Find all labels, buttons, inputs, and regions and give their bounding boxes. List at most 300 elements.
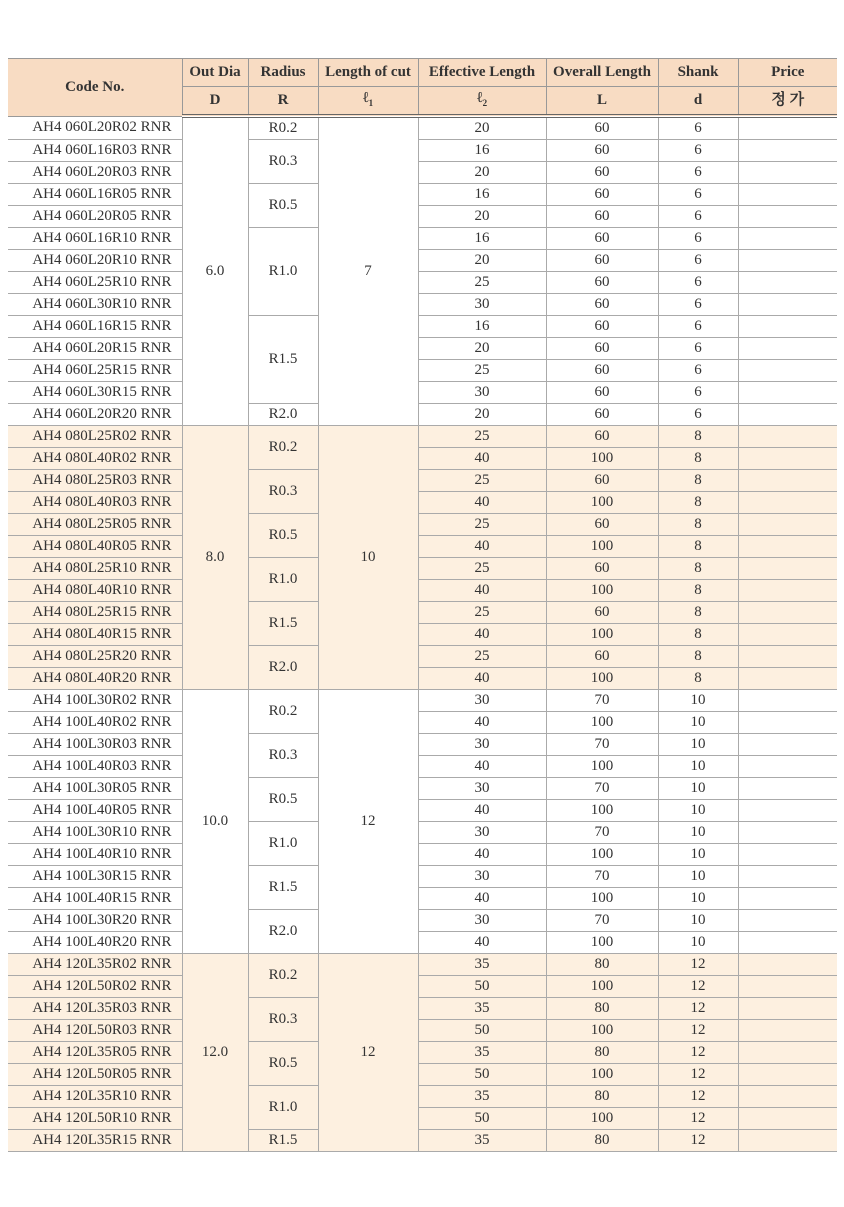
effective-length-cell: 20	[418, 250, 546, 272]
price-cell	[738, 272, 837, 294]
shank-cell: 12	[658, 1020, 738, 1042]
overall-length-cell: 60	[546, 162, 658, 184]
overall-length-cell: 100	[546, 668, 658, 690]
code-cell: AH4 080L40R02 RNR	[8, 448, 182, 470]
code-cell: AH4 120L35R05 RNR	[8, 1042, 182, 1064]
table-row	[8, 492, 837, 514]
price-cell	[738, 536, 837, 558]
header-out-dia: Out Dia	[182, 59, 248, 87]
price-cell	[738, 690, 837, 712]
code-cell: AH4 120L50R02 RNR	[8, 976, 182, 998]
shank-cell: 6	[658, 272, 738, 294]
price-cell	[738, 492, 837, 514]
table-row	[8, 866, 837, 888]
table-row	[8, 536, 837, 558]
code-cell: AH4 060L20R03 RNR	[8, 162, 182, 184]
price-cell	[738, 1042, 837, 1064]
shank-cell: 12	[658, 1108, 738, 1130]
price-cell	[738, 448, 837, 470]
code-cell: AH4 060L20R05 RNR	[8, 206, 182, 228]
price-cell	[738, 294, 837, 316]
overall-length-cell: 60	[546, 360, 658, 382]
shank-cell: 6	[658, 382, 738, 404]
radius-cell: R0.2	[248, 116, 318, 140]
table-row	[8, 756, 837, 778]
shank-cell: 12	[658, 1064, 738, 1086]
code-cell: AH4 080L40R05 RNR	[8, 536, 182, 558]
radius-cell: R1.5	[248, 866, 318, 910]
shank-cell: 10	[658, 866, 738, 888]
price-cell	[738, 888, 837, 910]
shank-cell: 6	[658, 162, 738, 184]
code-cell: AH4 080L40R10 RNR	[8, 580, 182, 602]
code-cell: AH4 080L40R15 RNR	[8, 624, 182, 646]
shank-cell: 8	[658, 624, 738, 646]
shank-cell: 8	[658, 492, 738, 514]
radius-cell: R1.0	[248, 558, 318, 602]
shank-cell: 8	[658, 558, 738, 580]
table-row	[8, 646, 837, 668]
out-dia-cell: 10.0	[182, 690, 248, 954]
table-row	[8, 998, 837, 1020]
code-cell: AH4 100L40R05 RNR	[8, 800, 182, 822]
radius-cell: R0.3	[248, 734, 318, 778]
table-row	[8, 294, 837, 316]
overall-length-cell: 100	[546, 492, 658, 514]
shank-cell: 8	[658, 426, 738, 448]
shank-cell: 6	[658, 184, 738, 206]
overall-length-cell: 60	[546, 316, 658, 338]
shank-cell: 10	[658, 712, 738, 734]
price-cell	[738, 184, 837, 206]
overall-length-cell: 100	[546, 712, 658, 734]
price-cell	[738, 1020, 837, 1042]
code-cell: AH4 060L30R10 RNR	[8, 294, 182, 316]
code-cell: AH4 100L40R03 RNR	[8, 756, 182, 778]
overall-length-cell: 100	[546, 844, 658, 866]
effective-length-cell: 25	[418, 426, 546, 448]
table-row	[8, 1130, 837, 1152]
shank-cell: 12	[658, 1086, 738, 1108]
table-row	[8, 668, 837, 690]
code-cell: AH4 100L30R15 RNR	[8, 866, 182, 888]
overall-length-cell: 100	[546, 536, 658, 558]
price-cell	[738, 844, 837, 866]
shank-cell: 6	[658, 338, 738, 360]
table-row	[8, 404, 837, 426]
shank-cell: 8	[658, 448, 738, 470]
radius-cell: R0.3	[248, 140, 318, 184]
table-row	[8, 734, 837, 756]
out-dia-cell: 8.0	[182, 426, 248, 690]
price-cell	[738, 580, 837, 602]
radius-cell: R0.5	[248, 778, 318, 822]
price-cell	[738, 954, 837, 976]
code-cell: AH4 120L35R02 RNR	[8, 954, 182, 976]
table-row	[8, 470, 837, 492]
shank-cell: 6	[658, 360, 738, 382]
overall-length-cell: 100	[546, 976, 658, 998]
shank-cell: 8	[658, 580, 738, 602]
overall-length-cell: 80	[546, 1130, 658, 1152]
table-row	[8, 712, 837, 734]
table-row	[8, 448, 837, 470]
price-cell	[738, 866, 837, 888]
table-row	[8, 382, 837, 404]
header-price: Price	[738, 59, 837, 87]
effective-length-cell: 16	[418, 140, 546, 162]
price-cell	[738, 778, 837, 800]
effective-length-cell: 40	[418, 580, 546, 602]
price-cell	[738, 360, 837, 382]
code-cell: AH4 060L20R10 RNR	[8, 250, 182, 272]
shank-cell: 12	[658, 976, 738, 998]
shank-cell: 6	[658, 404, 738, 426]
header-overall-length: Overall Length	[546, 59, 658, 87]
shank-cell: 6	[658, 116, 738, 140]
effective-length-cell: 20	[418, 338, 546, 360]
table-row	[8, 116, 837, 140]
shank-cell: 10	[658, 910, 738, 932]
radius-cell: R1.0	[248, 822, 318, 866]
table-row	[8, 162, 837, 184]
price-cell	[738, 426, 837, 448]
shank-cell: 10	[658, 888, 738, 910]
price-cell	[738, 382, 837, 404]
price-cell	[738, 316, 837, 338]
out-dia-cell: 6.0	[182, 116, 248, 426]
effective-length-cell: 35	[418, 1042, 546, 1064]
shank-cell: 8	[658, 646, 738, 668]
code-cell: AH4 080L40R03 RNR	[8, 492, 182, 514]
overall-length-cell: 60	[546, 206, 658, 228]
effective-length-cell: 40	[418, 448, 546, 470]
shank-cell: 10	[658, 734, 738, 756]
code-cell: AH4 120L50R05 RNR	[8, 1064, 182, 1086]
table-row	[8, 976, 837, 998]
code-cell: AH4 100L30R20 RNR	[8, 910, 182, 932]
overall-length-cell: 60	[546, 470, 658, 492]
header-effective-length: Effective Length	[418, 59, 546, 87]
effective-length-cell: 16	[418, 316, 546, 338]
price-cell	[738, 1130, 837, 1152]
code-cell: AH4 100L30R03 RNR	[8, 734, 182, 756]
table-row	[8, 272, 837, 294]
effective-length-cell: 40	[418, 932, 546, 954]
header-length-of-cut: Length of cut	[318, 59, 418, 87]
price-cell	[738, 1064, 837, 1086]
shank-cell: 8	[658, 668, 738, 690]
overall-length-cell: 80	[546, 954, 658, 976]
effective-length-cell: 30	[418, 382, 546, 404]
effective-length-cell: 40	[418, 536, 546, 558]
code-cell: AH4 120L35R03 RNR	[8, 998, 182, 1020]
out-dia-cell: 12.0	[182, 954, 248, 1152]
price-cell	[738, 206, 837, 228]
code-cell: AH4 100L40R20 RNR	[8, 932, 182, 954]
code-cell: AH4 120L35R15 RNR	[8, 1130, 182, 1152]
overall-length-cell: 80	[546, 1086, 658, 1108]
header-code: Code No.	[8, 59, 182, 117]
radius-cell: R1.5	[248, 602, 318, 646]
overall-length-cell: 100	[546, 1108, 658, 1130]
effective-length-cell: 25	[418, 514, 546, 536]
shank-cell: 12	[658, 1130, 738, 1152]
code-cell: AH4 060L20R15 RNR	[8, 338, 182, 360]
price-cell	[738, 646, 837, 668]
table-row	[8, 316, 837, 338]
effective-length-cell: 20	[418, 116, 546, 140]
price-cell	[738, 932, 837, 954]
price-cell	[738, 822, 837, 844]
price-cell	[738, 734, 837, 756]
code-cell: AH4 060L20R02 RNR	[8, 116, 182, 140]
table-body	[8, 116, 837, 1152]
price-cell	[738, 470, 837, 492]
length-of-cut-cell: 12	[318, 954, 418, 1152]
effective-length-cell: 30	[418, 822, 546, 844]
overall-length-cell: 80	[546, 1042, 658, 1064]
shank-cell: 8	[658, 602, 738, 624]
code-cell: AH4 080L25R02 RNR	[8, 426, 182, 448]
table-row	[8, 1020, 837, 1042]
table-row	[8, 844, 837, 866]
code-cell: AH4 060L16R10 RNR	[8, 228, 182, 250]
shank-cell: 8	[658, 536, 738, 558]
effective-length-cell: 25	[418, 558, 546, 580]
effective-length-cell: 40	[418, 668, 546, 690]
overall-length-cell: 60	[546, 250, 658, 272]
table-row	[8, 1042, 837, 1064]
radius-cell: R0.2	[248, 426, 318, 470]
overall-length-cell: 70	[546, 690, 658, 712]
table-row	[8, 426, 837, 448]
effective-length-cell: 20	[418, 404, 546, 426]
symbol-l1: ℓ$_1$	[318, 87, 418, 117]
radius-cell: R0.3	[248, 470, 318, 514]
effective-length-cell: 50	[418, 976, 546, 998]
shank-cell: 6	[658, 250, 738, 272]
price-cell	[738, 910, 837, 932]
overall-length-cell: 60	[546, 338, 658, 360]
overall-length-cell: 60	[546, 602, 658, 624]
effective-length-cell: 25	[418, 470, 546, 492]
effective-length-cell: 25	[418, 360, 546, 382]
table-row	[8, 140, 837, 162]
radius-cell: R2.0	[248, 404, 318, 426]
shank-cell: 6	[658, 316, 738, 338]
overall-length-cell: 70	[546, 866, 658, 888]
price-cell	[738, 338, 837, 360]
code-cell: AH4 120L35R10 RNR	[8, 1086, 182, 1108]
code-cell: AH4 100L30R10 RNR	[8, 822, 182, 844]
effective-length-cell: 20	[418, 162, 546, 184]
price-cell	[738, 116, 837, 140]
code-cell: AH4 060L30R15 RNR	[8, 382, 182, 404]
symbol-D: D	[182, 87, 248, 117]
table-row	[8, 954, 837, 976]
effective-length-cell: 50	[418, 1020, 546, 1042]
table-row	[8, 338, 837, 360]
price-cell	[738, 558, 837, 580]
code-cell: AH4 120L50R10 RNR	[8, 1108, 182, 1130]
overall-length-cell: 60	[546, 294, 658, 316]
shank-cell: 10	[658, 932, 738, 954]
code-cell: AH4 080L25R20 RNR	[8, 646, 182, 668]
price-cell	[738, 228, 837, 250]
overall-length-cell: 60	[546, 514, 658, 536]
shank-cell: 10	[658, 822, 738, 844]
code-cell: AH4 080L25R05 RNR	[8, 514, 182, 536]
effective-length-cell: 30	[418, 778, 546, 800]
shank-cell: 10	[658, 756, 738, 778]
symbol-l2: ℓ$_2$	[418, 87, 546, 117]
overall-length-cell: 60	[546, 558, 658, 580]
effective-length-cell: 30	[418, 866, 546, 888]
length-of-cut-cell: 12	[318, 690, 418, 954]
effective-length-cell: 40	[418, 888, 546, 910]
effective-length-cell: 30	[418, 294, 546, 316]
price-cell	[738, 514, 837, 536]
code-cell: AH4 060L25R10 RNR	[8, 272, 182, 294]
radius-cell: R0.5	[248, 514, 318, 558]
overall-length-cell: 60	[546, 646, 658, 668]
price-cell	[738, 976, 837, 998]
price-cell	[738, 140, 837, 162]
effective-length-cell: 50	[418, 1108, 546, 1130]
radius-cell: R1.0	[248, 228, 318, 316]
overall-length-cell: 100	[546, 580, 658, 602]
effective-length-cell: 40	[418, 492, 546, 514]
table-row	[8, 558, 837, 580]
effective-length-cell: 30	[418, 690, 546, 712]
code-cell: AH4 080L25R03 RNR	[8, 470, 182, 492]
overall-length-cell: 100	[546, 1064, 658, 1086]
radius-cell: R0.5	[248, 184, 318, 228]
overall-length-cell: 100	[546, 756, 658, 778]
overall-length-cell: 60	[546, 228, 658, 250]
radius-cell: R1.5	[248, 1130, 318, 1152]
code-cell: AH4 060L25R15 RNR	[8, 360, 182, 382]
radius-cell: R0.2	[248, 690, 318, 734]
shank-cell: 6	[658, 206, 738, 228]
effective-length-cell: 16	[418, 184, 546, 206]
shank-cell: 10	[658, 778, 738, 800]
table-row	[8, 822, 837, 844]
radius-cell: R1.5	[248, 316, 318, 404]
shank-cell: 8	[658, 470, 738, 492]
price-cell	[738, 800, 837, 822]
effective-length-cell: 40	[418, 844, 546, 866]
code-cell: AH4 060L16R03 RNR	[8, 140, 182, 162]
shank-cell: 10	[658, 690, 738, 712]
price-cell	[738, 250, 837, 272]
code-cell: AH4 100L40R15 RNR	[8, 888, 182, 910]
effective-length-cell: 40	[418, 624, 546, 646]
table-row	[8, 514, 837, 536]
table-row	[8, 888, 837, 910]
table-row	[8, 910, 837, 932]
overall-length-cell: 60	[546, 140, 658, 162]
shank-cell: 6	[658, 228, 738, 250]
table-row	[8, 932, 837, 954]
effective-length-cell: 40	[418, 800, 546, 822]
effective-length-cell: 40	[418, 756, 546, 778]
product-spec-table	[8, 58, 837, 1152]
effective-length-cell: 35	[418, 954, 546, 976]
table-row	[8, 1108, 837, 1130]
code-cell: AH4 060L20R20 RNR	[8, 404, 182, 426]
table-row	[8, 602, 837, 624]
table-row	[8, 624, 837, 646]
radius-cell: R2.0	[248, 646, 318, 690]
radius-cell: R2.0	[248, 910, 318, 954]
effective-length-cell: 35	[418, 1086, 546, 1108]
effective-length-cell: 35	[418, 1130, 546, 1152]
effective-length-cell: 50	[418, 1064, 546, 1086]
overall-length-cell: 100	[546, 624, 658, 646]
symbol-L: L	[546, 87, 658, 117]
table-row	[8, 1086, 837, 1108]
overall-length-cell: 70	[546, 910, 658, 932]
overall-length-cell: 100	[546, 888, 658, 910]
header-radius: Radius	[248, 59, 318, 87]
price-cell	[738, 668, 837, 690]
price-cell	[738, 1086, 837, 1108]
table-row	[8, 228, 837, 250]
price-cell	[738, 162, 837, 184]
table-row	[8, 360, 837, 382]
overall-length-cell: 60	[546, 382, 658, 404]
overall-length-cell: 100	[546, 1020, 658, 1042]
effective-length-cell: 25	[418, 602, 546, 624]
overall-length-cell: 60	[546, 272, 658, 294]
length-of-cut-cell: 10	[318, 426, 418, 690]
effective-length-cell: 30	[418, 910, 546, 932]
shank-cell: 6	[658, 140, 738, 162]
overall-length-cell: 70	[546, 734, 658, 756]
length-of-cut-cell: 7	[318, 116, 418, 426]
price-cell	[738, 998, 837, 1020]
header-shank: Shank	[658, 59, 738, 87]
price-cell	[738, 712, 837, 734]
effective-length-cell: 35	[418, 998, 546, 1020]
code-cell: AH4 100L40R10 RNR	[8, 844, 182, 866]
radius-cell: R0.3	[248, 998, 318, 1042]
price-cell	[738, 1108, 837, 1130]
radius-cell: R0.2	[248, 954, 318, 998]
shank-cell: 12	[658, 954, 738, 976]
overall-length-cell: 60	[546, 116, 658, 140]
price-cell	[738, 404, 837, 426]
symbol-d: d	[658, 87, 738, 117]
shank-cell: 8	[658, 514, 738, 536]
table-row	[8, 184, 837, 206]
overall-length-cell: 60	[546, 184, 658, 206]
effective-length-cell: 25	[418, 646, 546, 668]
overall-length-cell: 60	[546, 404, 658, 426]
effective-length-cell: 16	[418, 228, 546, 250]
effective-length-cell: 30	[418, 734, 546, 756]
radius-cell: R1.0	[248, 1086, 318, 1130]
shank-cell: 12	[658, 998, 738, 1020]
shank-cell: 6	[658, 294, 738, 316]
overall-length-cell: 70	[546, 822, 658, 844]
overall-length-cell: 100	[546, 448, 658, 470]
table-row	[8, 778, 837, 800]
table-row	[8, 800, 837, 822]
overall-length-cell: 80	[546, 998, 658, 1020]
